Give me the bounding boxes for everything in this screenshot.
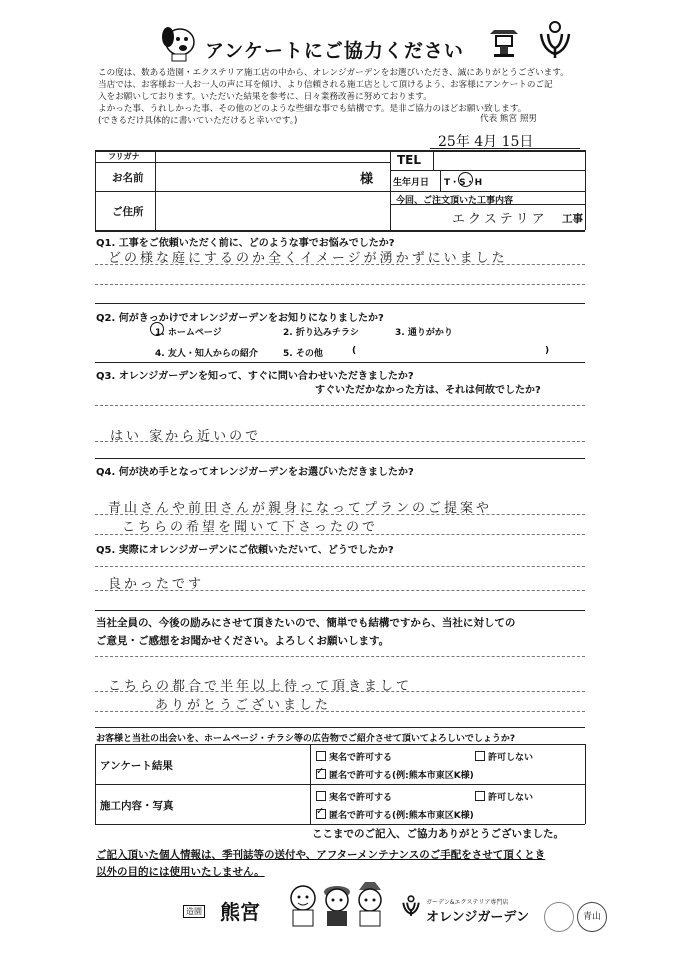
thanks-message: ここまでのご記入、ご協力ありがとうございました。 <box>312 828 564 840</box>
permission-deny-option[interactable] <box>475 790 533 803</box>
permission-row-label: アンケート結果 <box>100 760 173 772</box>
checkbox[interactable] <box>475 751 485 761</box>
permission-deny-option[interactable] <box>475 750 533 763</box>
feedback-prompt-line: 当社全員の、今後の励みにさせて頂きたいので、簡単でも結構ですから、当社に対しての <box>96 617 516 629</box>
intro-line: よかった事、うれしかった事、その他のどのような些細な事でも結構です。是非ご協力のほどお願い致します。 <box>98 104 527 114</box>
survey-date: 25年 4月 15日 <box>438 134 534 150</box>
q3-sub-label: すぐいただかなかった方は、それは何故でしたか? <box>315 385 541 396</box>
privacy-notice-line: 以外の目的には使用いたしません。 <box>96 866 265 878</box>
feedback-prompt-line: ご意見・ご感想をお聞かせください。よろしくお願いします。 <box>96 635 390 647</box>
checkbox[interactable] <box>475 791 485 801</box>
q1-answer[interactable]: どの様な庭にするのか全くイメージが湧かずにいました <box>108 251 508 266</box>
option-label: 実名で許可する <box>329 753 393 763</box>
checkbox[interactable] <box>316 791 326 801</box>
q2-option-referral[interactable]: 4. 友人・知人からの紹介 <box>155 349 258 359</box>
permission-anonymous-option[interactable] <box>316 808 474 821</box>
q2-option-other[interactable]: 5. その他 <box>283 349 323 359</box>
work-suffix: 工事 <box>562 213 583 225</box>
q2-option-passing[interactable]: 3. 通りがかり <box>395 328 453 338</box>
intro-text <box>98 67 618 127</box>
dog-mascot-icon <box>158 22 200 62</box>
q4-answer-line[interactable]: こちらの希望を聞いて下さったので <box>122 520 379 535</box>
address-field[interactable] <box>160 194 385 226</box>
intro-line: 入をお願いしております。いただいた結果を参考に、日々業務改善に努めております。 <box>98 92 432 102</box>
honorific: 様 <box>360 172 374 187</box>
q2-option-homepage[interactable]: 1. ホームページ <box>155 328 222 338</box>
checkbox[interactable] <box>316 751 326 761</box>
permission-question: お客様と当社の出会いを、ホームページ・チラシ等の広告物でご紹介させて頂いてよろしいでしょうか? <box>96 734 516 744</box>
work-label: 今回、ご注文頂いた工事内容 <box>396 196 514 206</box>
q5-label: Q5. 実際にオレンジガーデンにご依頼いただいて、どうでしたか? <box>96 545 394 556</box>
aoyama-stamp: 青山 <box>577 902 607 932</box>
option-label: 許可しない <box>488 793 534 803</box>
intro-line: 当店では、お客様お一人お一人の声に耳を傾け、より信頼される施工店として頂けるよう、お客様にアンケートのご記 <box>98 80 553 90</box>
representative-name: 代表 熊宮 照男 <box>480 114 538 124</box>
checkbox-checked[interactable] <box>316 769 326 779</box>
name-label: お名前 <box>112 172 144 184</box>
intro-line: (できるだけ具体的に書いていただけると幸いです。) <box>98 116 298 126</box>
brand-orange-garden-small: ガーデン&エクステリア専門店 <box>426 899 509 906</box>
address-label: ご住所 <box>112 206 144 218</box>
staff-mascots-illustration <box>285 878 390 928</box>
privacy-notice-line: ご記入頂いた個人情報は、季刊誌等の送付や、アフターメンテナンスのご手配をさせて頂くとき <box>96 849 546 861</box>
permission-real-name-option[interactable] <box>316 790 392 803</box>
option-label: 許可しない <box>488 753 534 763</box>
option-label: 実名で許可する <box>329 793 393 803</box>
q2-paren-open: ( <box>352 346 357 356</box>
q3-answer[interactable]: はい 家から近いので <box>110 429 262 444</box>
q2-paren-close: ) <box>545 346 550 356</box>
q3-label: Q3. オレンジガーデンを知って、すぐに問い合わせいただきましたか? <box>96 371 414 382</box>
name-field[interactable] <box>160 164 360 188</box>
page-title: アンケートにご協力ください <box>205 40 464 62</box>
q2-option-flyer[interactable]: 2. 折り込みチラシ <box>283 328 359 338</box>
lantern-icon <box>488 28 520 58</box>
q5-answer[interactable]: 良かったです <box>108 577 205 592</box>
brand-orange-garden: オレンジガーデン <box>426 910 530 925</box>
era-selection-circle <box>458 172 473 187</box>
feedback-answer-line[interactable]: ありがとうございました <box>155 698 332 713</box>
tel-label: TEL <box>397 153 422 167</box>
work-value[interactable]: エクステリア <box>452 212 548 227</box>
permission-real-name-option[interactable] <box>316 750 392 763</box>
circular-stamp-blank <box>544 902 574 932</box>
birthday-era[interactable]: T・S・H <box>444 178 483 188</box>
permission-anonymous-option[interactable] <box>316 768 474 781</box>
q4-label: Q4. 何が決め手となってオレンジガーデンをお選びいただきましたか? <box>96 467 414 478</box>
orange-garden-logo-icon <box>400 894 422 918</box>
birthday-label: 生年月日 <box>393 178 430 188</box>
q2-label: Q2. 何がきっかけでオレンジガーデンをお知りになりましたか? <box>96 313 384 324</box>
q4-answer-line[interactable]: 青山さんや前田さんが親身になってプランのご提案や <box>108 501 493 516</box>
tel-field[interactable] <box>440 152 580 168</box>
furigana-label: フリガナ <box>108 152 140 161</box>
permission-row-label: 施工内容・写真 <box>100 800 174 812</box>
orange-garden-logo-icon <box>535 20 575 60</box>
option-label: 匿名で許可する(例:熊本市東区K様) <box>329 771 474 781</box>
option-label: 匿名で許可する(例:熊本市東区K様) <box>329 811 474 821</box>
brand-kumamiya-small: 造園 <box>183 905 205 918</box>
checkbox-checked[interactable] <box>316 809 326 819</box>
feedback-answer-line[interactable]: こちらの都合で半年以上待って頂きまして <box>108 679 413 694</box>
intro-line: この度は、数ある造園・エクステリア施工店の中から、オレンジガーデンをお選びいただき、誠にありがとうございます。 <box>98 68 569 78</box>
brand-kumamiya: 熊宮 <box>220 900 260 924</box>
q1-label: Q1. 工事をご依頼いただく前に、どのような事でお悩みでしたか? <box>96 238 395 249</box>
